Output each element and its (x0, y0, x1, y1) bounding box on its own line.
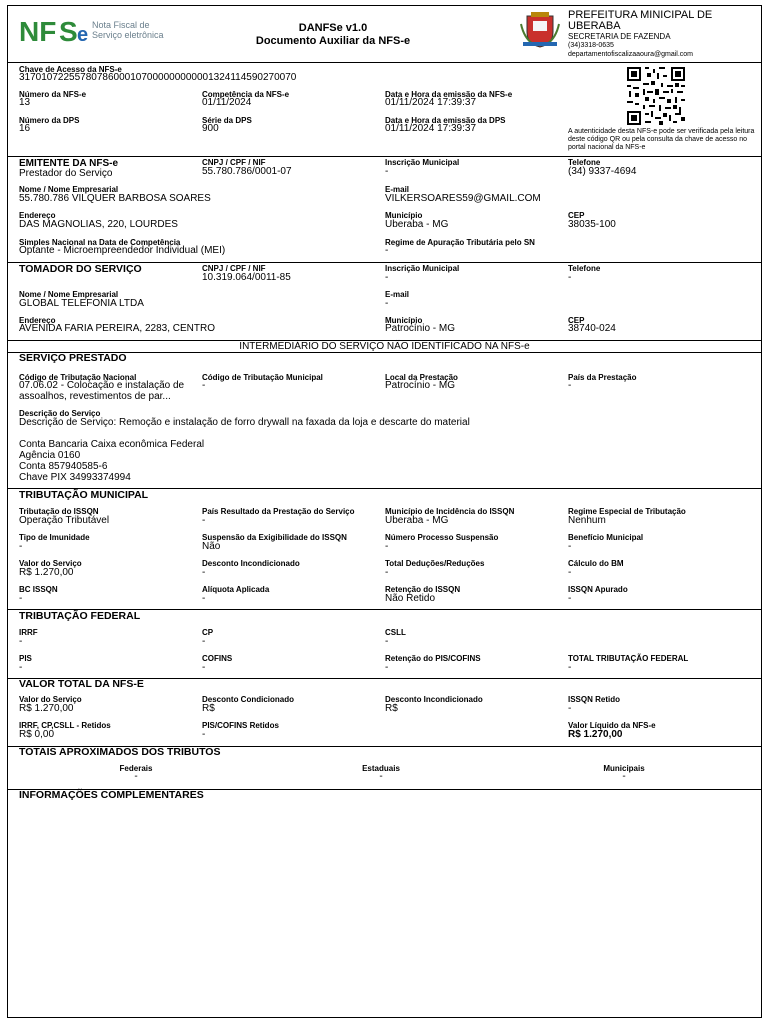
vt-valor-serv-label: Valor do Serviço (19, 695, 82, 704)
tomador-end-label: Endereço (19, 316, 56, 325)
emitente-cep-value: 38035-100 (568, 219, 616, 230)
emitente-cep-label: CEP (568, 211, 585, 220)
title-line1: DANFSe v1.0 (298, 22, 368, 34)
nfse-logo (19, 16, 91, 46)
tomador-email-label: E-mail (385, 290, 410, 299)
susp-label: Suspensão da Exigibilidade do ISSQN (202, 533, 347, 542)
vt-irrf-value: R$ 0,00 (19, 729, 55, 740)
servico-cod-mun-label: Código de Tributação Municipal (202, 373, 323, 382)
emitente-email-label: E-mail (385, 185, 410, 194)
bc-issqn-label: BC ISSQN (19, 585, 58, 594)
info-compl-title: INFORMAÇÕES COMPLEMENTARES (19, 789, 204, 801)
city-crest-icon (519, 12, 561, 53)
title-line2: Documento Auxiliar da NFS-e (255, 35, 411, 47)
emitente-email-value: VILKERSOARES59@GMAIL.COM (385, 193, 541, 204)
totais-fed-label: Federais (119, 764, 153, 773)
benef-value: - (568, 541, 572, 552)
vt-irrf-label: IRRF, CP,CSLL - Retidos (19, 721, 111, 730)
prefeitura-phone: (34)3318-0635 (568, 42, 614, 49)
bank-line1: Conta Bancaria Caixa econômica Federal (19, 439, 205, 450)
servico-local-label: Local da Prestação (385, 373, 458, 382)
prefeitura-email: departamentofiscalizaaoura@gmail.com (568, 51, 693, 58)
totais-fed-value: - (134, 771, 138, 782)
intermediario-notice: INTERMEDIÁRIO DO SERVIÇO NÃO IDENTIFICADO NA NFS-e (239, 341, 530, 352)
numero-dps-label: Número da DPS (19, 116, 80, 125)
servico-cod-nac-label: Código de Tributação Nacional (19, 373, 137, 382)
emitente-regime-value: - (385, 245, 389, 256)
bank-line4: Chave PIX 34993374994 (19, 472, 131, 483)
emissao-dps-label: Data e Hora da emissão da DPS (385, 116, 506, 125)
totais-est-label: Estaduais (362, 764, 400, 773)
emitente-mun-label: Município (385, 211, 423, 220)
vt-issqn-ret-label: ISSQN Retido (568, 695, 621, 704)
document-title (233, 22, 433, 48)
svg-text:e: e (77, 24, 89, 46)
serie-dps-value: 900 (202, 123, 219, 134)
emitente-cnpj-value: 55.780.786/0001-07 (202, 166, 292, 177)
total-ded-label: Total Deduções/Reduções (385, 559, 485, 568)
servico-desc-value: Descrição de Serviço: Remoção e instalação de forro drywall na faxada da loja e descarte do material (19, 417, 470, 428)
regime-esp-value: Nenhum (568, 515, 606, 526)
totais-est-value: - (379, 771, 383, 782)
trib-issqn-value: Operação Tributável (19, 515, 110, 526)
vt-desc-cond-value: R$ (202, 703, 215, 714)
tomador-tel-value: - (568, 272, 572, 283)
emissao-dps-value: 01/11/2024 17:39:37 (385, 123, 477, 134)
calc-bm-label: Cálculo do BM (568, 559, 624, 568)
aliq-value: - (202, 593, 206, 604)
tomador-email-value: - (385, 298, 389, 309)
chave-label: Chave de Acesso da NFS-e (19, 65, 122, 74)
valor-total-title: VALOR TOTAL DA NFS-E (19, 678, 144, 690)
ret-pis-value: - (385, 662, 389, 673)
valor-serv-label: Valor do Serviço (19, 559, 82, 568)
vt-pis-ret-label: PIS/COFINS Retidos (202, 721, 279, 730)
mun-incid-label: Município de Incidência do ISSQN (385, 507, 515, 516)
competencia-label: Competência da NFS-e (202, 90, 290, 99)
apurado-value: - (568, 593, 572, 604)
tomador-tel-label: Telefone (568, 264, 601, 273)
bank-line2: Agência 0160 (19, 450, 81, 461)
pis-value: - (19, 662, 23, 673)
vt-desc-cond-label: Desconto Condicionado (202, 695, 294, 704)
emitente-tel-label: Telefone (568, 158, 601, 167)
servico-desc-label: Descrição do Serviço (19, 409, 101, 418)
emitente-cnpj-label: CNPJ / CPF / NIF (202, 158, 266, 167)
emitente-im-value: - (385, 166, 389, 177)
document-header (8, 6, 761, 62)
emitente-regime-label: Regime de Apuração Tributária pelo SN (385, 238, 535, 247)
servico-cod-nac-value: 07.06.02 - Colocação e instalação de assoalhos, revestimentos de par... (19, 380, 185, 402)
emitente-simples-value: Optante - Microempreendedor Individual (MEI) (19, 245, 226, 256)
emitente-subtitle: Prestador do Serviço (19, 168, 113, 179)
logo-subtitle (92, 20, 164, 40)
total-fed-value: - (568, 662, 572, 673)
totais-title: TOTAIS APROXIMADOS DOS TRIBUTOS (19, 746, 221, 758)
pais-result-value: - (202, 515, 206, 526)
bc-issqn-value: - (19, 593, 23, 604)
vt-desc-incond-label: Desconto Incondicionado (385, 695, 483, 704)
servico-cod-mun-value: - (202, 380, 206, 391)
ret-issqn-value: Não Retido (385, 593, 436, 604)
vt-issqn-ret-value: - (568, 703, 572, 714)
irrf-label: IRRF (19, 628, 38, 637)
desc-incond-label: Desconto Incondicionado (202, 559, 300, 568)
tomador-cep-label: CEP (568, 316, 585, 325)
cp-label: CP (202, 628, 214, 637)
apurado-label: ISSQN Apurado (568, 585, 628, 594)
emitente-title: EMITENTE DA NFS-e (19, 158, 119, 169)
num-proc-value: - (385, 541, 389, 552)
tomador-nome-label: Nome / Nome Empresarial (19, 290, 119, 299)
qr-code-icon (627, 67, 685, 125)
num-proc-label: Número Processo Suspensão (385, 533, 499, 542)
competencia-value: 01/11/2024 (202, 97, 252, 108)
prefeitura-name: PREFEITURA MINICIPAL DE (568, 9, 713, 21)
emitente-nome-value: 55.780.786 VILQUER BARBOSA SOARES (19, 193, 211, 204)
desc-incond-value: - (202, 567, 206, 578)
tomador-end-value: AVENIDA FARIA PEREIRA, 2283, CENTRO (19, 323, 215, 334)
secretaria: SECRETARIA DE FAZENDA (568, 32, 671, 41)
logo-subtitle-line2: Serviço eletrônica (92, 30, 164, 40)
vt-liquido-label: Valor Líquido da NFS-e (568, 721, 656, 730)
cofins-label: COFINS (202, 654, 233, 663)
servico-local-value: Patrocínio - MG (385, 380, 456, 391)
trib-municipal-title: TRIBUTAÇÃO MUNICIPAL (19, 489, 149, 501)
regime-esp-label: Regime Especial de Tributação (568, 507, 686, 516)
emitente-simples-label: Simples Nacional na Data de Competência (19, 238, 181, 247)
emissao-nfse-label: Data e Hora da emissão da NFS-e (385, 90, 513, 99)
irrf-value: - (19, 636, 23, 647)
tipo-imun-label: Tipo de Imunidade (19, 533, 90, 542)
numero-dps-value: 16 (19, 123, 31, 134)
tomador-cep-value: 38740-024 (568, 323, 616, 334)
prefeitura-city: UBERABA (568, 20, 621, 32)
emitente-im-label: Inscrição Municipal (385, 158, 460, 167)
tipo-imun-value: - (19, 541, 23, 552)
qr-authenticity-note: A autenticidade desta NFS-e pode ser verificada pela leitura deste código QR ou pela consulta da chave de acesso no portal nacional da NFS-e (568, 128, 755, 151)
ret-issqn-label: Retenção do ISSQN (385, 585, 461, 594)
servico-pais-value: - (568, 380, 572, 391)
vt-liquido-value: R$ 1.270,00 (568, 729, 623, 740)
susp-value: Não (202, 541, 221, 552)
pais-result-label: País Resultado da Prestação do Serviço (202, 507, 355, 516)
numero-nfse-label: Número da NFS-e (19, 90, 87, 99)
servico-pais-label: País da Prestação (568, 373, 637, 382)
totais-mun-label: Municipais (603, 764, 645, 773)
bank-line3: Conta 857940585-6 (19, 461, 108, 472)
totais-mun-value: - (622, 771, 626, 782)
tomador-mun-label: Município (385, 316, 423, 325)
svg-text:NF: NF (19, 16, 57, 46)
tomador-cnpj-label: CNPJ / CPF / NIF (202, 264, 266, 273)
tomador-im-value: - (385, 272, 389, 283)
csll-label: CSLL (385, 628, 406, 637)
numero-nfse-value: 13 (19, 97, 31, 108)
pis-label: PIS (19, 654, 32, 663)
divider (8, 156, 761, 157)
danfse-document (7, 5, 762, 1018)
tomador-title: TOMADOR DO SERVIÇO (19, 263, 142, 275)
vt-valor-serv-value: R$ 1.270,00 (19, 703, 74, 714)
emitente-nome-label: Nome / Nome Empresarial (19, 185, 119, 194)
cofins-value: - (202, 662, 206, 673)
valor-serv-value: R$ 1.270,00 (19, 567, 74, 578)
vt-desc-incond-value: R$ (385, 703, 398, 714)
emitente-end-value: DAS MAGNOLIAS, 220, LOURDES (19, 219, 178, 230)
svg-text:S: S (59, 16, 78, 46)
total-ded-value: - (385, 567, 389, 578)
mun-incid-value: Uberaba - MG (385, 515, 449, 526)
logo-subtitle-line1: Nota Fiscal de (92, 20, 150, 30)
cp-value: - (202, 636, 206, 647)
tomador-cnpj-value: 10.319.064/0011-85 (202, 272, 291, 283)
ret-pis-label: Retenção do PIS/COFINS (385, 654, 481, 663)
vt-pis-ret-value: - (202, 729, 206, 740)
trib-federal-title: TRIBUTAÇÃO FEDERAL (19, 610, 141, 622)
chave-value: 31701072255780786000107000000000001324114590270070 (19, 72, 297, 83)
divider (8, 62, 761, 63)
tomador-mun-value: Patrocínio - MG (385, 323, 456, 334)
serie-dps-label: Série da DPS (202, 116, 252, 125)
emissao-nfse-value: 01/11/2024 17:39:37 (385, 97, 477, 108)
trib-issqn-label: Tributação do ISSQN (19, 507, 99, 516)
emitente-tel-value: (34) 9337-4694 (568, 166, 637, 177)
servico-title: SERVIÇO PRESTADO (19, 352, 127, 364)
emitente-mun-value: Uberaba - MG (385, 219, 449, 230)
benef-label: Benefício Municipal (568, 533, 644, 542)
prefeitura-info (568, 10, 758, 59)
aliq-label: Alíquota Aplicada (202, 585, 270, 594)
tomador-im-label: Inscrição Municipal (385, 264, 460, 273)
tomador-nome-value: GLOBAL TELEFONIA LTDA (19, 298, 144, 309)
csll-value: - (385, 636, 389, 647)
calc-bm-value: - (568, 567, 572, 578)
total-fed-label: TOTAL TRIBUTAÇÃO FEDERAL (568, 654, 689, 663)
emitente-end-label: Endereço (19, 211, 56, 220)
